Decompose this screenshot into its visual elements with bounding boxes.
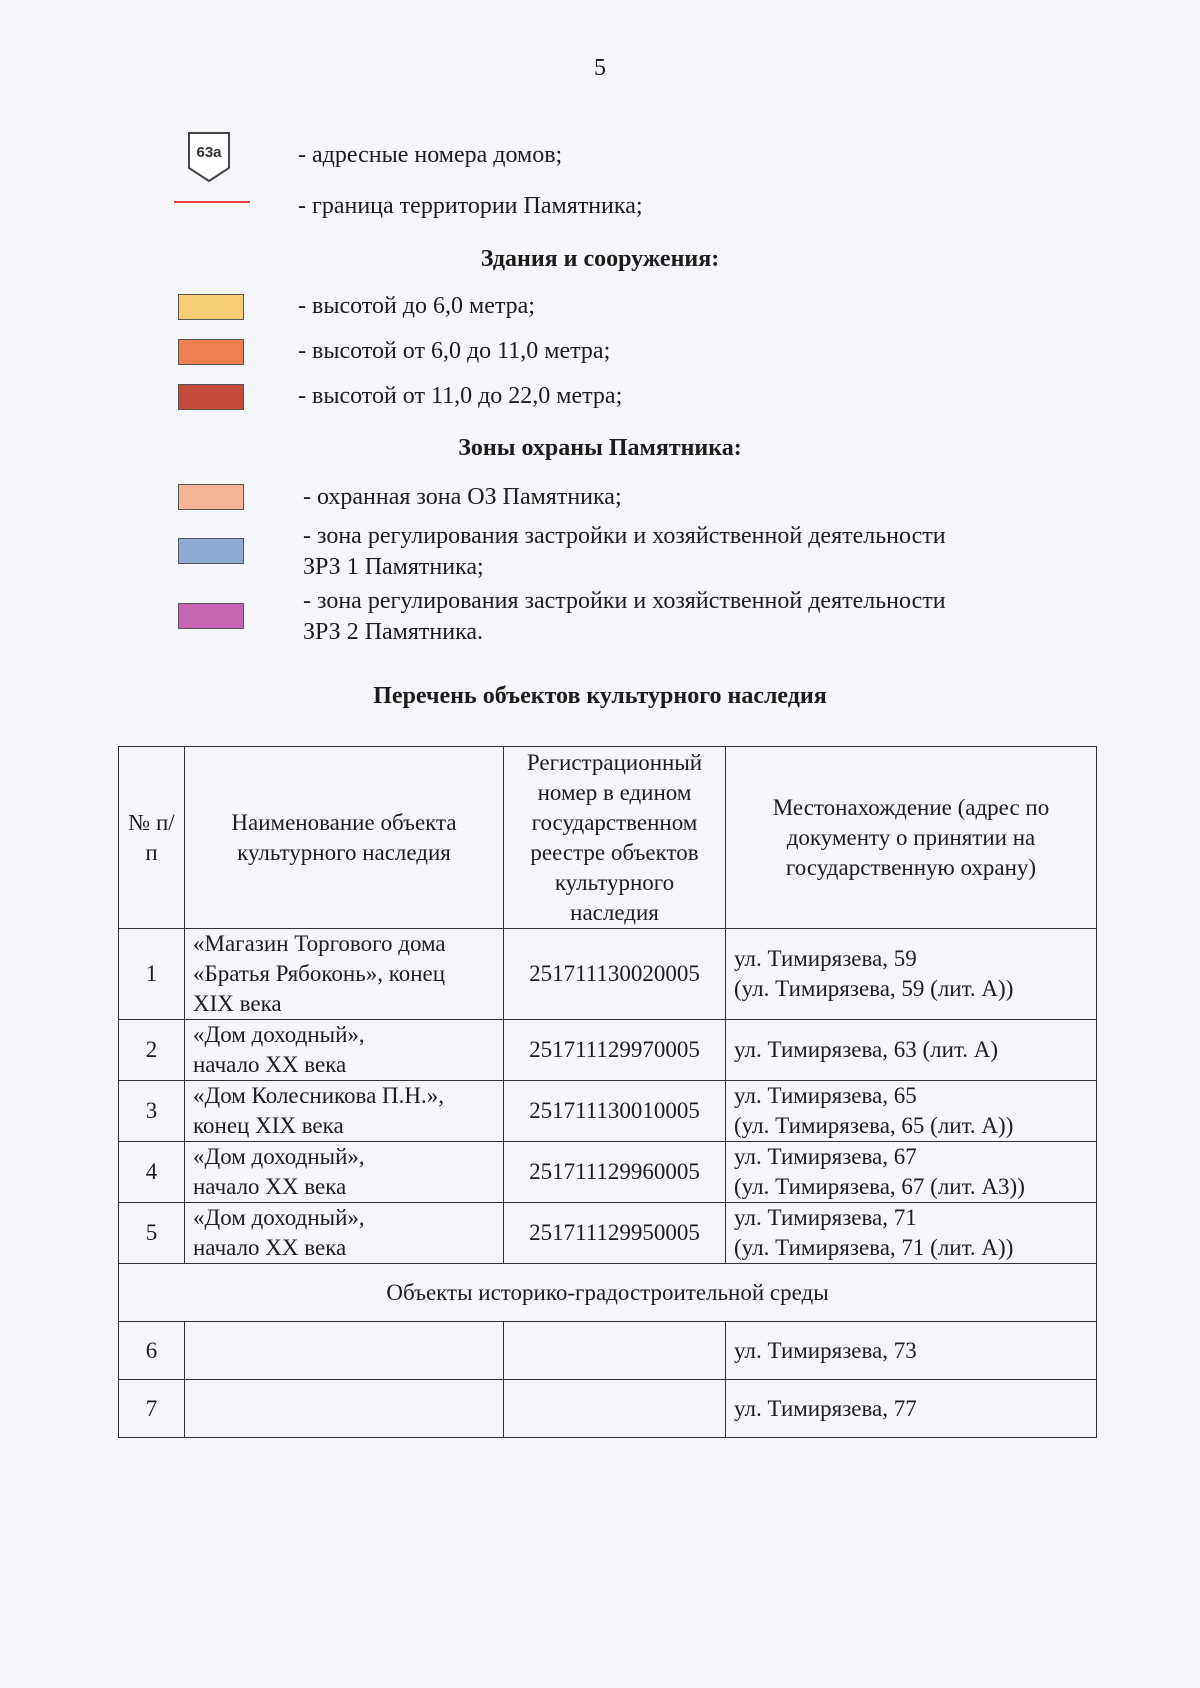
cell-reg-number: 251711129960005 <box>504 1142 726 1203</box>
cell-num: 5 <box>119 1203 185 1264</box>
cell-name: «Дом доходный», начало XX века <box>185 1020 504 1081</box>
cell-num: 6 <box>119 1322 185 1380</box>
header-name: Наименование объекта культурного наследия <box>185 747 504 929</box>
section-row <box>119 1264 1097 1322</box>
building-height-label: - высотой от 11,0 до 22,0 метра; <box>298 383 623 409</box>
building-height-swatch <box>178 384 244 410</box>
zones-title: Зоны охраны Памятника: <box>458 435 742 461</box>
cell-name <box>185 1380 504 1438</box>
protection-zone-swatch <box>178 538 244 564</box>
building-height-label: - высотой до 6,0 метра; <box>298 293 535 319</box>
cell-address: ул. Тимирязева, 65 (ул. Тимирязева, 65 (лит. А)) <box>726 1081 1097 1142</box>
header-addr: Местонахождение (адрес по документу о принятии на государственную охрану) <box>726 747 1097 929</box>
cell-num: 4 <box>119 1142 185 1203</box>
table-row <box>119 1380 1097 1438</box>
cell-reg-number <box>504 1380 726 1438</box>
legend-house-numbers: - адресные номера домов; <box>298 142 563 168</box>
objects-table <box>118 746 1097 1438</box>
svg-text:63а: 63а <box>196 144 222 161</box>
cell-name <box>185 1322 504 1380</box>
cell-address: ул. Тимирязева, 71 (ул. Тимирязева, 71 (лит. А)) <box>726 1203 1097 1264</box>
header-num: № п/п <box>119 747 185 929</box>
cell-address: ул. Тимирязева, 59 (ул. Тимирязева, 59 (лит. А)) <box>726 929 1097 1020</box>
cell-num: 7 <box>119 1380 185 1438</box>
house-number-badge-icon <box>186 130 232 184</box>
cell-address: ул. Тимирязева, 77 <box>726 1380 1097 1438</box>
cell-address: ул. Тимирязева, 67 (ул. Тимирязева, 67 (лит. А3)) <box>726 1142 1097 1203</box>
protection-zone-label: - зона регулирования застройки и хозяйственной деятельности <box>303 523 946 549</box>
cell-reg-number: 251711130020005 <box>504 929 726 1020</box>
buildings-title: Здания и сооружения: <box>480 246 720 272</box>
building-height-swatch <box>178 339 244 365</box>
building-height-label: - высотой от 6,0 до 11,0 метра; <box>298 338 611 364</box>
table-row <box>119 929 1097 1020</box>
cell-name: «Дом Колесникова П.Н.», конец XIX века <box>185 1081 504 1142</box>
table-header-row <box>119 747 1097 929</box>
cell-name: «Дом доходный», начало XX века <box>185 1142 504 1203</box>
table-row <box>119 1142 1097 1203</box>
building-height-swatch <box>178 294 244 320</box>
table-title: Перечень объектов культурного наследия <box>373 683 827 709</box>
table-row <box>119 1020 1097 1081</box>
header-reg: Регистрационный номер в едином государственном реестре объектов культурного наследия <box>504 747 726 929</box>
cell-num: 2 <box>119 1020 185 1081</box>
protection-zone-swatch <box>178 603 244 629</box>
legend-boundary: - граница территории Памятника; <box>298 193 643 219</box>
cell-address: ул. Тимирязева, 73 <box>726 1322 1097 1380</box>
cell-name: «Дом доходный», начало XX века <box>185 1203 504 1264</box>
cell-reg-number: 251711129950005 <box>504 1203 726 1264</box>
cell-name: «Магазин Торгового дома «Братья Рябоконь», конец XIX века <box>185 929 504 1020</box>
protection-zone-label: - зона регулирования застройки и хозяйственной деятельности <box>303 588 946 614</box>
protection-zone-label: ЗРЗ 2 Памятника. <box>303 619 484 645</box>
cell-address: ул. Тимирязева, 63 (лит. А) <box>726 1020 1097 1081</box>
cell-reg-number <box>504 1322 726 1380</box>
section-label: Объекты историко-градостроительной среды <box>119 1264 1097 1322</box>
table-row <box>119 1081 1097 1142</box>
table-row <box>119 1322 1097 1380</box>
cell-num: 3 <box>119 1081 185 1142</box>
cell-reg-number: 251711129970005 <box>504 1020 726 1081</box>
table-row <box>119 1203 1097 1264</box>
cell-num: 1 <box>119 929 185 1020</box>
cell-reg-number: 251711130010005 <box>504 1081 726 1142</box>
protection-zone-label: ЗРЗ 1 Памятника; <box>303 554 484 580</box>
boundary-line-symbol <box>174 201 250 203</box>
protection-zone-swatch <box>178 484 244 510</box>
protection-zone-label: - охранная зона ОЗ Памятника; <box>303 484 622 510</box>
page-number: 5 <box>594 55 606 81</box>
